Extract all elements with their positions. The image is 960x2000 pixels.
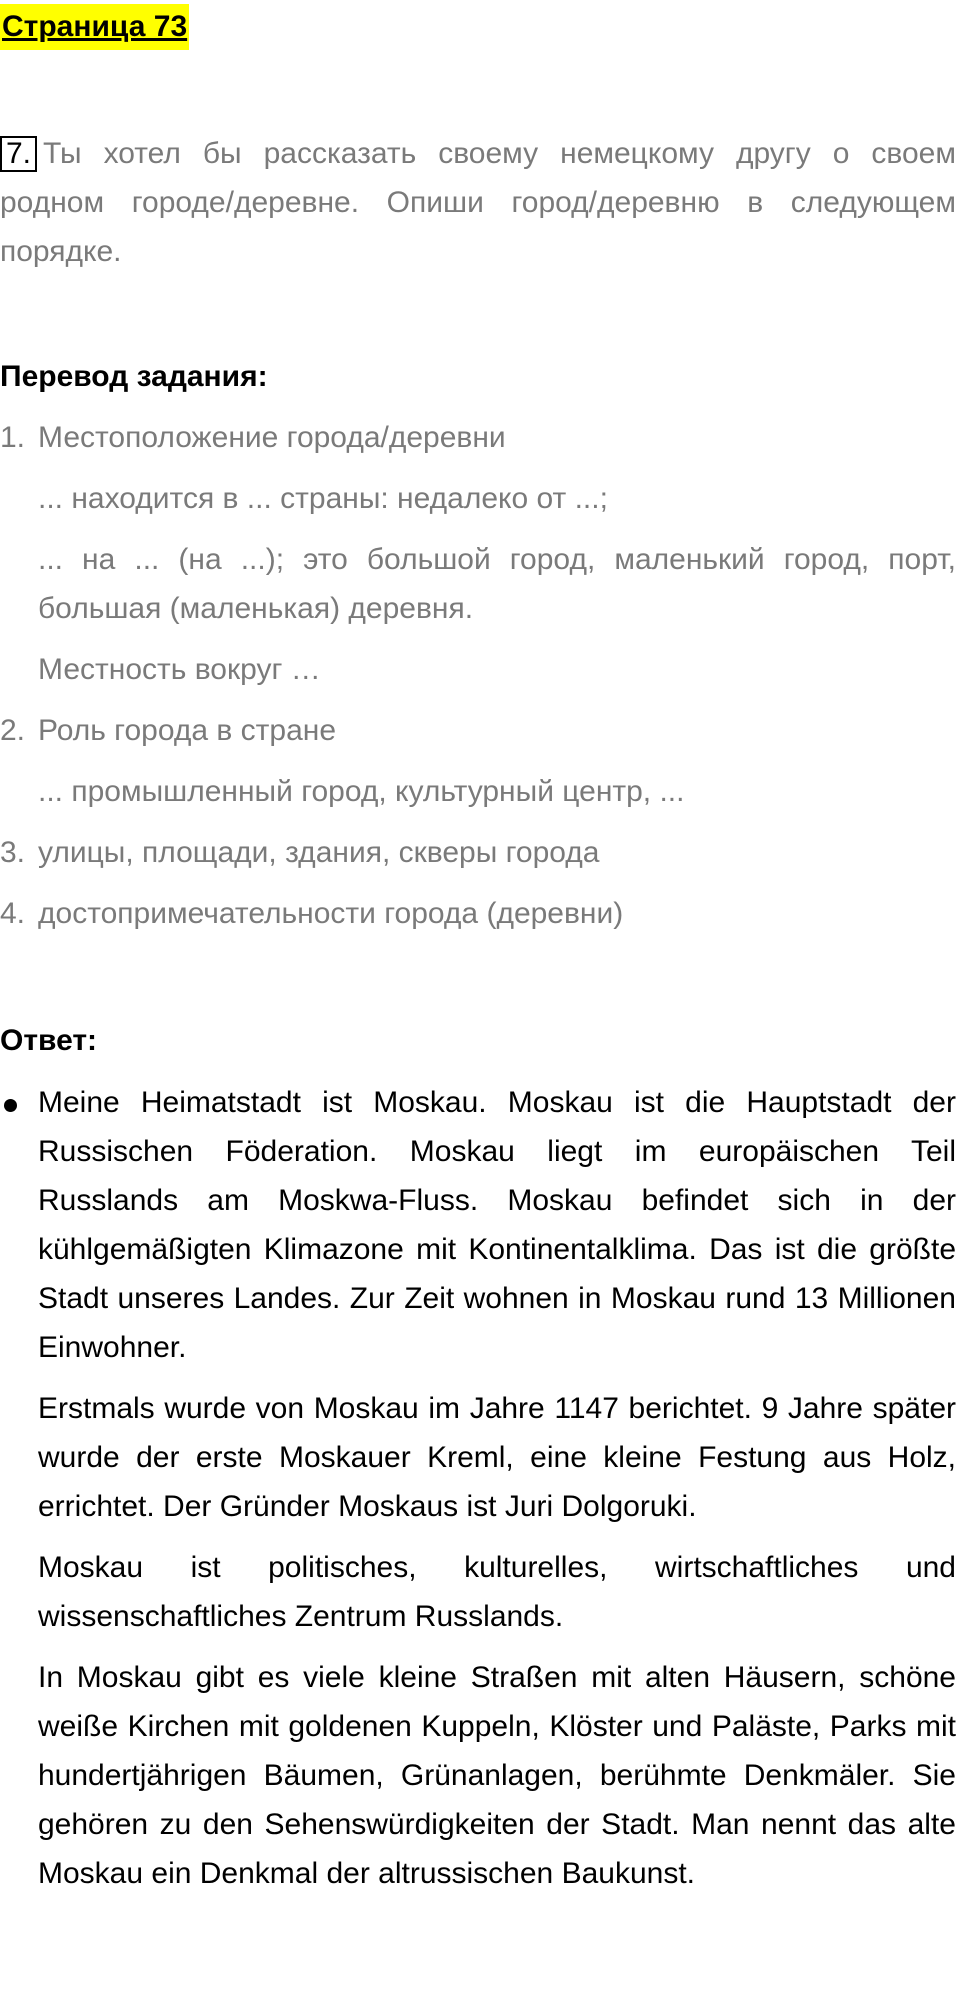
task-number: 7. bbox=[0, 136, 37, 172]
item-number: 3. bbox=[0, 836, 26, 869]
task-text: Ты хотел бы рассказать своему немецкому другу о своем родном городе/деревне. Опиши город/деревню в следующем порядке. bbox=[0, 137, 956, 268]
answer-paragraph-3: Moskau ist politisches, kulturelles, wirtschaftliches und wissenschaftliches Zentrum Russlands. bbox=[38, 1551, 956, 1633]
answer-paragraph-2: Erstmals wurde von Moskau im Jahre 1147 berichtet. 9 Jahre später wurde der erste Moskauer Kreml, eine kleine Festung aus Holz, errichtet. Der Gründer Moskaus ist Juri Dolgoruki. bbox=[38, 1392, 956, 1523]
sub-item: ... промышленный город, культурный центр, ... bbox=[38, 775, 685, 808]
item-number: 4. bbox=[0, 897, 26, 930]
translation-item-1 bbox=[0, 413, 956, 694]
translation-item-3 bbox=[0, 828, 956, 877]
page-label: Страница 73 bbox=[0, 4, 189, 50]
item-number: 1. bbox=[0, 421, 26, 454]
item-text: Роль города в стране bbox=[38, 714, 337, 747]
answer-paragraph-1: Meine Heimatstadt ist Moskau. Moskau ist die Hauptstadt der Russischen Föderation. Moskau liegt im europäischen Teil Russlands am Moskwa-Fluss. Moskau befindet sich in der kühlgemäßigten Klimazone mit Kontinentalklima. Das ist die größte Stadt unseres Landes. Zur Zeit wohnen in Moskau rund 13 Millionen Einwohner. bbox=[38, 1086, 956, 1364]
answer-heading: Ответ: bbox=[0, 1024, 98, 1057]
translation-item-4 bbox=[0, 889, 956, 938]
item-text: улицы, площади, здания, скверы города bbox=[38, 836, 600, 869]
sub-item: Местность вокруг … bbox=[38, 653, 321, 686]
translation-item-2 bbox=[0, 706, 956, 816]
sub-item: ... на ... (на ...); это большой город, маленький город, порт, большая (маленькая) деревня. bbox=[38, 543, 956, 625]
bullet-icon bbox=[0, 1078, 38, 1127]
translation-heading: Перевод задания: bbox=[0, 360, 268, 393]
item-text: Местоположение города/деревни bbox=[38, 421, 506, 454]
item-number: 2. bbox=[0, 714, 26, 747]
item-text: достопримечательности города (деревни) bbox=[38, 897, 624, 930]
sub-item: ... находится в ... страны: недалеко от ...; bbox=[38, 482, 608, 515]
answer-paragraph-4: In Moskau gibt es viele kleine Straßen mit alten Häusern, schöne weiße Kirchen mit goldenen Kuppeln, Klöster und Paläste, Parks mit hundertjährigen Bäumen, Grünanlagen, berühmte Denkmäler. Sie gehören zu den Sehenswürdigkeiten der Stadt. Man nennt das alte Moskau ein Denkmal der altrussischen Baukunst. bbox=[38, 1661, 956, 1890]
translation-list bbox=[0, 413, 956, 938]
task-statement bbox=[0, 129, 956, 276]
answer-block bbox=[0, 1078, 956, 1910]
